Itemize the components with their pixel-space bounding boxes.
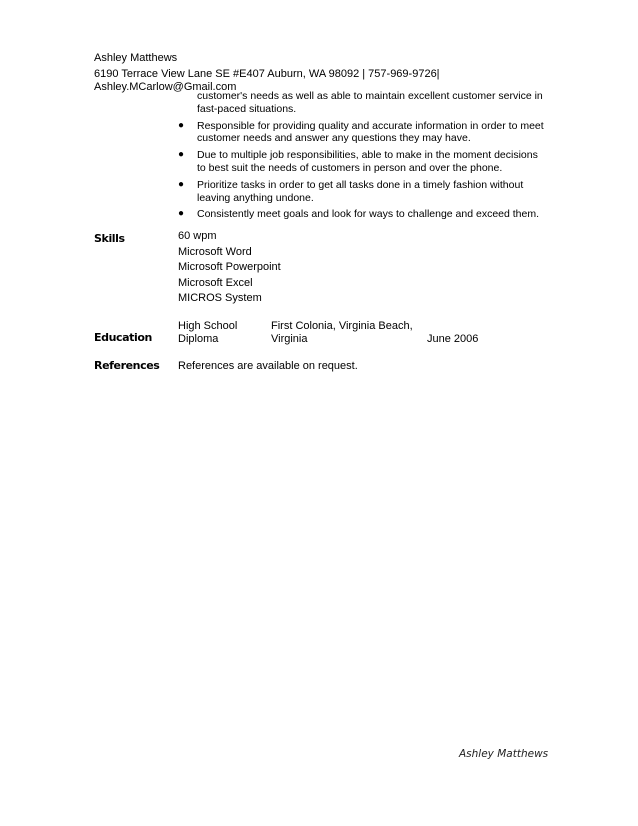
bullet-icon: ● xyxy=(178,119,185,131)
contact-address: 6190 Terrace View Lane SE #E407 Auburn, WA 98092 | 757-969-9726| xyxy=(94,68,440,80)
skills-list xyxy=(178,229,281,307)
skills-heading: Skills xyxy=(94,232,125,245)
list-item: ● Responsible for providing quality and accurate information in order to meet customer needs and answer any questions they may have. xyxy=(178,119,544,145)
skill-item: Microsoft Powerpoint xyxy=(178,261,281,273)
bullet-icon: ● xyxy=(178,178,185,190)
education-heading: Education xyxy=(94,331,152,344)
skill-item: Microsoft Word xyxy=(178,245,252,258)
bullet-continuation: customer's needs as well as able to maintain excellent customer service in fast-paced situations. xyxy=(197,90,543,115)
bullet-icon: ● xyxy=(178,208,185,220)
references-heading: References xyxy=(94,359,160,372)
skill-item: Microsoft Excel xyxy=(178,276,253,289)
skill-item: MICROS System xyxy=(178,292,262,304)
list-item: ● Due to multiple job responsibilities, able to make in the moment decisions to best suit the needs of customers in person and over the phone. xyxy=(178,149,538,174)
skill-item: 60 wpm xyxy=(178,230,217,242)
list-item: ● Prioritize tasks in order to get all tasks done in a timely fashion without leaving anything undone. xyxy=(178,178,524,204)
contact-email: Ashley.MCarlow@Gmail.com xyxy=(94,81,237,93)
references-text: References are available on request. xyxy=(178,360,358,372)
education-date: June 2006 xyxy=(427,332,479,345)
education-degree: High School Diploma xyxy=(178,320,238,345)
resume-header xyxy=(94,52,440,94)
footer-name: Ashley Matthews xyxy=(459,748,549,760)
applicant-name: Ashley Matthews xyxy=(94,52,178,64)
bullet-icon: ● xyxy=(178,149,185,161)
list-item: ● Consistently meet goals and look for ways to challenge and exceed them. xyxy=(178,208,540,221)
education-school: First Colonia, Virginia Beach, Virginia xyxy=(271,320,413,345)
experience-bullets xyxy=(178,90,548,225)
